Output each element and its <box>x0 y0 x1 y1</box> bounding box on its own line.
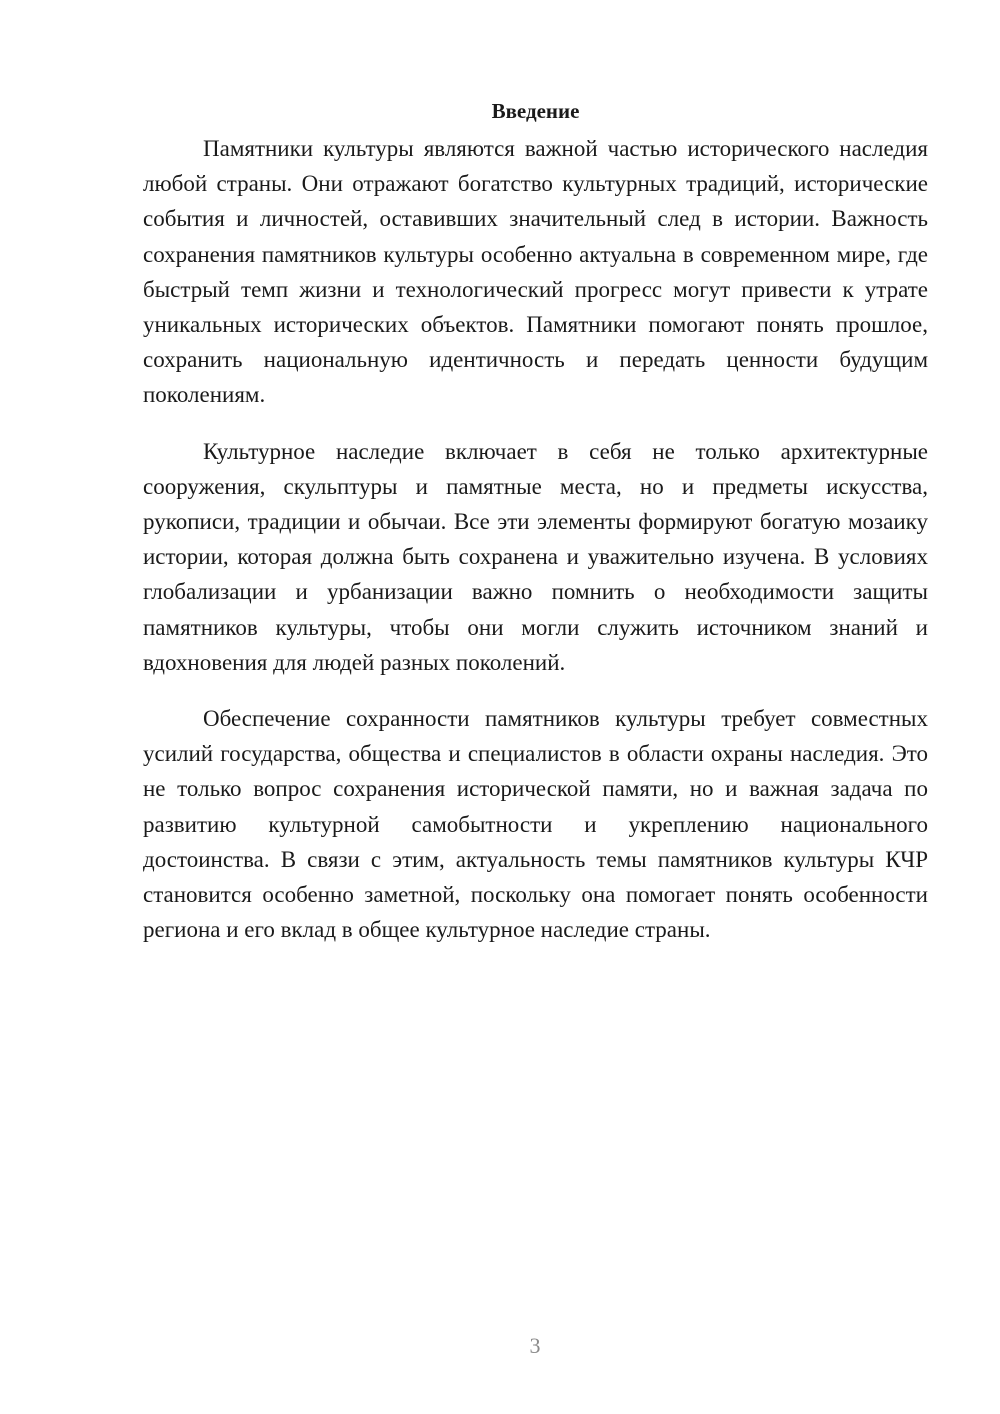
paragraph-1: Памятники культуры являются важной частью исторического наследия любой страны. Они отражают богатство культурных традиций, исторические события и личностей, оставивших значительный след в истории. Важность сохранения памятников культуры особенно актуальна в современном мире, где быстрый темп жизни и технологический прогресс могут привести к утрате уникальных исторических объектов. Памятники помогают понять прошлое, сохранить национальную идентичность и передать ценности будущим поколениям. <box>143 136 928 408</box>
paragraph-3: Обеспечение сохранности памятников культуры требует совместных усилий государства, общества и специалистов в области охраны наследия. Это не только вопрос сохранения исторической памяти, но и важная задача по развитию культурной самобытности и укреплению национального достоинства. В связи с этим, актуальность темы памятников культуры КЧР становится особенно заметной, поскольку она помогает понять особенности региона и его вклад в общее культурное наследие страны. <box>143 706 928 943</box>
paragraph-2: Культурное наследие включает в себя не только архитектурные сооружения, скульптуры и памятные места, но и предметы искусства, рукописи, традиции и обычаи. Все эти элементы формируют богатую мозаику истории, которая должна быть сохранена и уважительно изучена. В условиях глобализации и урбанизации важно помнить о необходимости защиты памятников культуры, чтобы они могли служить источником знаний и вдохновения для людей разных поколений. <box>143 438 928 675</box>
page-content <box>143 93 928 947</box>
section-title: Введение <box>491 99 580 123</box>
page-number: 3 <box>529 1333 541 1358</box>
